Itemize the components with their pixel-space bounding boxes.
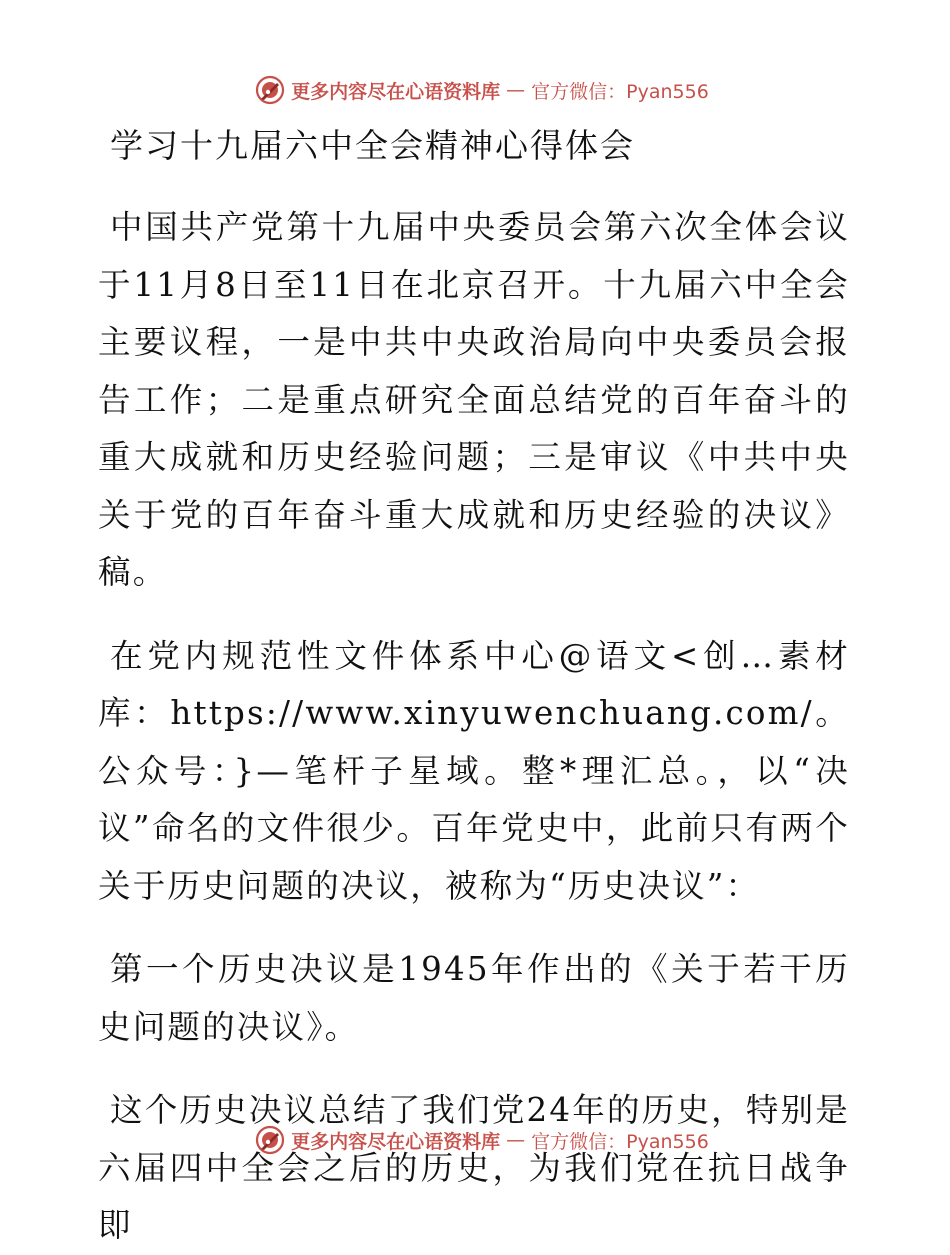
banner-slogan: 更多内容尽在心语资料库 [291,1130,501,1153]
banner-dash: — [506,79,526,101]
banner-content [255,1125,709,1155]
header-banner [0,70,950,110]
banner-dash: — [506,1129,526,1151]
banner-content [255,75,709,105]
footer-banner [0,1120,950,1160]
document-body [98,118,850,1255]
banner-wechat: 官方微信：Pyan556 [531,80,709,103]
paragraph-3: 第一个历史决议是1945年作出的《关于若干历史问题的决议》。 [98,950,850,1046]
banner-wechat: 官方微信：Pyan556 [531,1130,709,1153]
paragraph-4: 这个历史决议总结了我们党24年的历史，特别是六届四中全会之后的历史，为我们党在抗日战争即 [98,1091,850,1244]
paragraph-2: 在党内规范性文件体系中心@语文<创…素材库：https://www.xinyuwenchuang.com/。公众号：}—笔杆子星域。整*理汇总。，以“决议”命名的文件很少。百年党史中，此前只有两个关于历史问题的决议，被称为“历史决议”： [98,636,850,905]
banner-slogan: 更多内容尽在心语资料库 [291,80,501,103]
quill-circle-icon [255,75,285,105]
document-title: 学习十九届六中全会精神心得体会 [110,126,635,165]
quill-circle-icon [255,1125,285,1155]
paragraph-1: 中国共产党第十九届中央委员会第六次全体会议于11月8日至11日在北京召开。十九届六中全会主要议程，一是中共中央政治局向中央委员会报告工作；二是重点研究全面总结党的百年奋斗的重大成就和历史经验问题；三是审议《中共中央关于党的百年奋斗重大成就和历史经验的决议》稿。 [98,208,850,591]
